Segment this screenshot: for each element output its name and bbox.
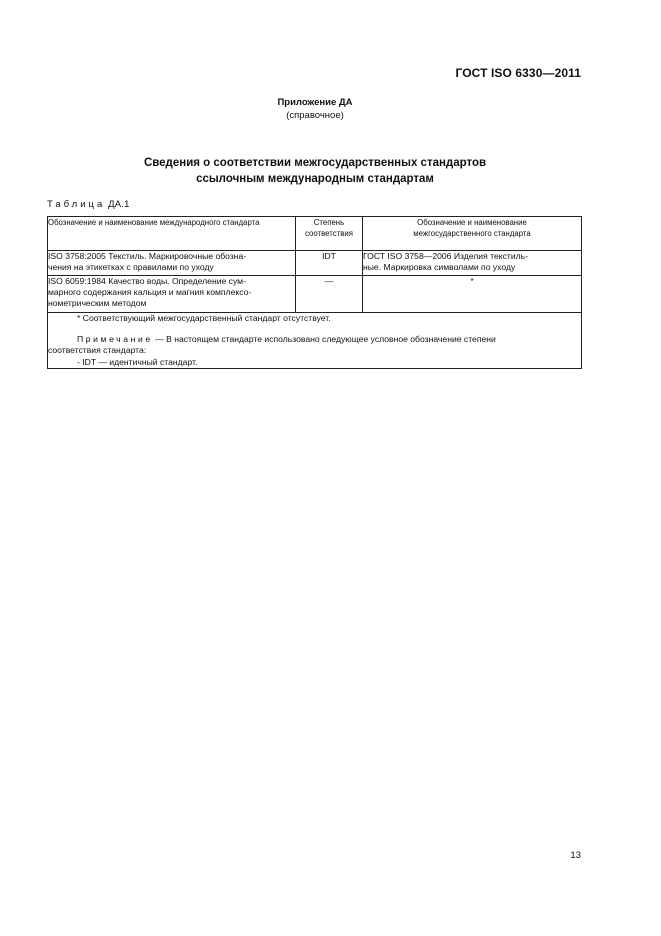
column-header-degree xyxy=(296,217,363,251)
table-row xyxy=(48,251,582,276)
table-row xyxy=(48,276,582,313)
annex-title: Приложение ДА xyxy=(277,97,353,108)
international-standard-line: ISO 3758:2005 Текстиль. Маркировочные обозна- xyxy=(48,251,247,261)
international-standard-line: чения на этикетках с правилами по уходу xyxy=(48,262,214,272)
note-text-continuation: соответствия стандарта: xyxy=(48,345,147,355)
interstate-standard-line: ГОСТ ISO 3758—2006 Изделия текстиль- xyxy=(363,251,528,261)
annex-title-block xyxy=(0,96,630,122)
column-header-interstate-line2: межгосударственного стандарта xyxy=(413,229,531,238)
table-footer-cell xyxy=(48,313,582,369)
interstate-standard-cell: * xyxy=(363,276,582,313)
section-heading xyxy=(0,155,630,187)
international-standard-line: ISO 6059:1984 Качество воды. Определение сум- xyxy=(48,276,246,286)
column-header-degree-line2: соответствия xyxy=(305,229,353,238)
interstate-standard-line: ные. Маркировка символами по уходу xyxy=(363,262,516,272)
section-heading-line2: ссылочным международным стандартам xyxy=(196,173,434,185)
international-standard-line: марного содержания кальция и магния комплексо- xyxy=(48,287,252,297)
international-standard-cell xyxy=(48,251,296,276)
annex-subtitle: (справочное) xyxy=(286,110,344,121)
correspondence-table xyxy=(47,216,582,369)
table-caption-prefix: Таблица xyxy=(47,199,106,210)
interstate-standard-cell xyxy=(363,251,582,276)
degree-cell: — xyxy=(296,276,363,313)
degree-cell: IDT xyxy=(296,251,363,276)
column-header-interstate-line1: Обозначение и наименование xyxy=(417,218,527,227)
note-text: — В настоящем стандарте использовано следующее условное обозначение степени xyxy=(152,333,496,344)
note-item: - IDT — идентичный стандарт. xyxy=(77,356,198,367)
column-header-international: Обозначение и наименование международного стандарта xyxy=(48,217,296,251)
table-header-row xyxy=(48,217,582,251)
column-header-interstate xyxy=(363,217,582,251)
note-label: Примечание xyxy=(77,333,153,344)
section-heading-line1: Сведения о соответствии межгосударственных стандартов xyxy=(143,157,487,169)
table-note xyxy=(48,334,581,346)
table-footer-row xyxy=(48,313,582,369)
international-standard-cell xyxy=(48,276,296,313)
table-caption xyxy=(47,199,130,210)
document-code: ГОСТ ISO 6330—2011 xyxy=(455,66,581,80)
table-caption-number: ДА.1 xyxy=(108,199,130,210)
column-header-degree-line1: Степень xyxy=(313,218,345,227)
table-footnote: * Соответствующий межгосударственный стандарт отсутствует. xyxy=(77,313,331,323)
page-number: 13 xyxy=(570,850,581,861)
international-standard-line: нометрическим методом xyxy=(48,298,147,308)
